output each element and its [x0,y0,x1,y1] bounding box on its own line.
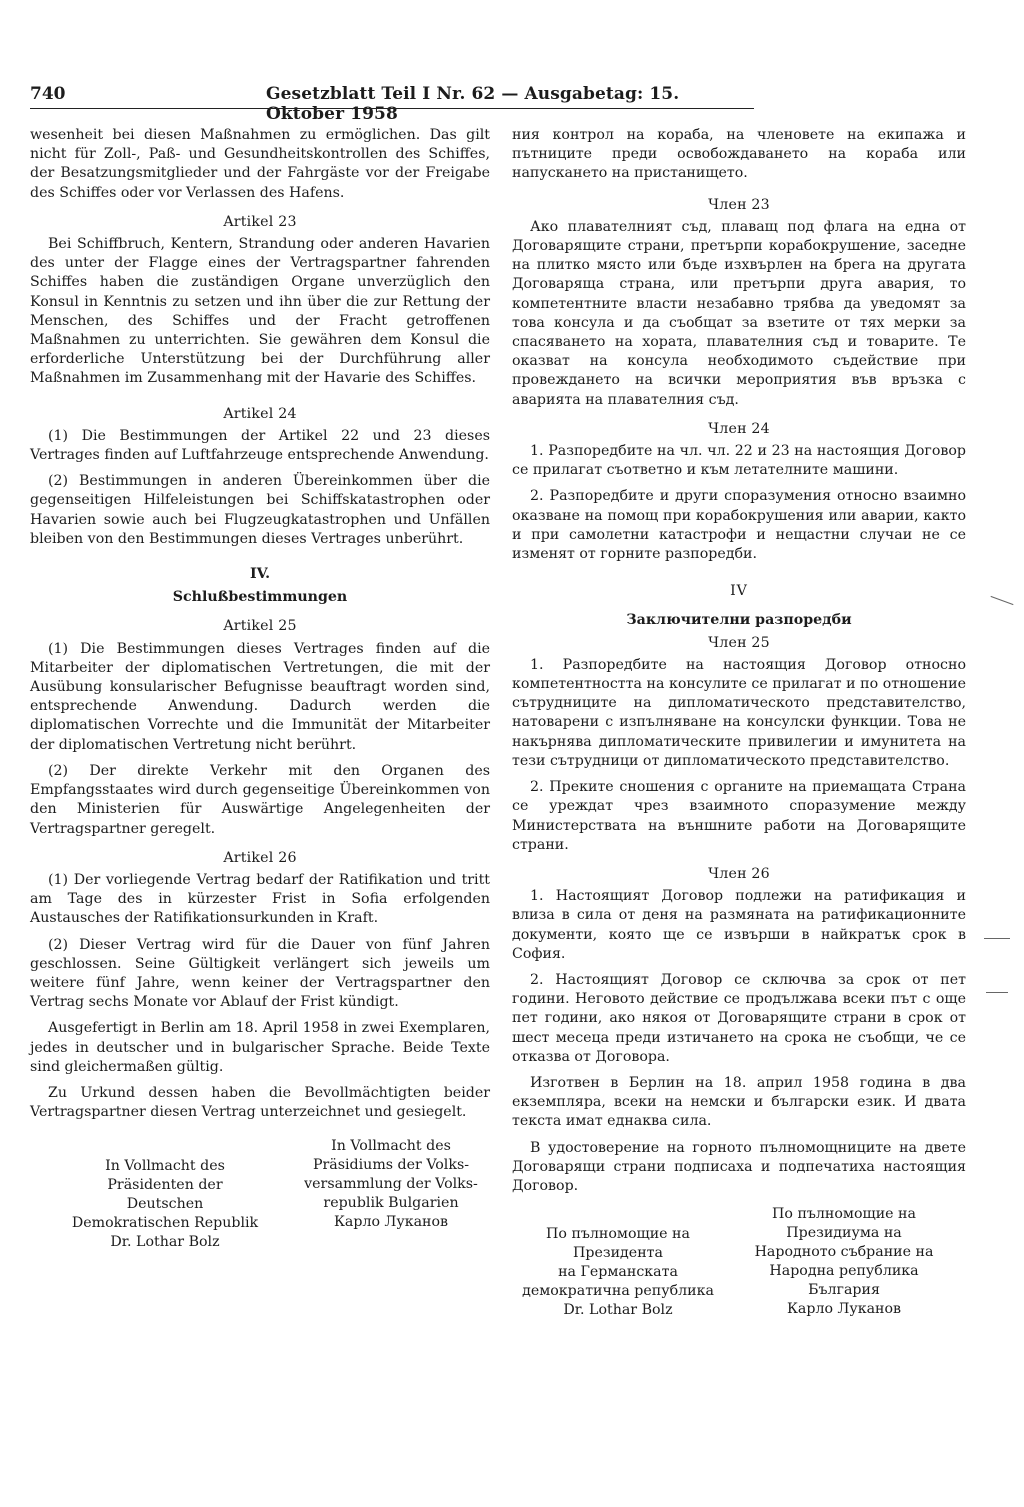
article-24-paragraph-2: 2. Разпоредбите и други споразумения относно взаимно оказване на помощ при корабокрушения или аварии, както и при самолетни катастрофи и нещастни случаи не се изменят от горните разпоредби. [512,488,966,563]
article-26-paragraph-2: 2. Настоящият Договор се сключва за срок от пет години. Неговото действие се продължава всеки път с още пет години, ако някоя от Договарящите страни в срок от шест месеца преди изтичането на срока не съобщи, че се отказва от Договора. [512,971,966,1065]
article-24-paragraph-1: 1. Разпоредбите на чл. чл. 22 и 23 на настоящия Договор се прилагат съответно и към летателните машини. [512,443,966,479]
signature-line: По пълномощие на [772,1206,916,1223]
signature-line: In Vollmacht des [331,1138,451,1155]
article-23-text: Bei Schiffbruch, Kentern, Strandung oder anderen Havarien des unter der Flagge eines der Vertragspartner fahrenden Schiffes haben die zuständigen Organe unverzüglich den Konsul in Kenntnis zu setzen und ihn über die zur Rettung der Menschen, des Schiffes und der Fracht getroffenen Maßnahmen zu unterrichten. Sie gewähren dem Konsul die erforderliche Unterstützung bei der Durchführung aller Maßnahmen im Zusammenhang mit der Havarie des Schiffes. [30,236,490,387]
signatory-name: Карло Луканов [333,1214,449,1231]
signature-line: Народното събрание на [754,1244,934,1261]
done-at-paragraph: Ausgefertigt in Berlin am 18. April 1958 in zwei Exemplaren, jedes in deutscher und in bulgarischer Sprache. Beide Texte sind gleichermaßen gültig. [30,1020,490,1075]
article-26-paragraph-1: 1. Настоящият Договор подлежи на ратификация и влиза в сила от деня на размяната на ратификационните документи, която ще се извърши в найкратък срок в София. [512,888,966,962]
article-25-paragraph-2: (2) Der direkte Verkehr mit den Organen des Empfangsstaates wird durch gegenseitige Übereinkommen von den Ministerien für Auswärtige Angelegenheiten der Vertragspartner geregelt. [30,762,490,837]
header-rule [30,108,754,109]
signature-line: демократична република [522,1283,714,1300]
article-25-paragraph-1: 1. Разпоредбите на настоящия Договор относно компетентността на консулите се прилагат и по отношение сътрудниците на дипломатическото представителство, натоварени с изпълняване на консулски функции. Това не накърнява дипломатическите привилегии и имунитета на тези сътрудници от дипломатическото представителство. [512,656,966,769]
article-26-paragraph-2: (2) Dieser Vertrag wird für die Dauer von fünf Jahren geschlossen. Seine Gültigkeit verlängert sich jeweils um weitere fünf Jahre, wenn keiner der Vertragspartner den Vertrag sechs Monate vor Ablauf der Frist kündigt. [30,936,490,1011]
signature-block [512,1203,966,1323]
signature-line: Demokratischen Republik [71,1215,259,1232]
signature-bulgarian-side [292,1137,490,1232]
article-24-heading: Artikel 24 [223,405,297,422]
signature-line: България [808,1282,880,1299]
paragraph-continued: wesenheit bei diesen Maßnahmen zu ermöglichen. Das gilt nicht für Zoll-, Paß- und Gesundheitskontrollen des Schiffes, der Besatzungsmitglieder und der Fahrgäste vor der Freigabe des Schiffes oder vor Verlassen des Hafens. [30,127,490,201]
signature-block [30,1129,490,1249]
signature-line: In Vollmacht des [105,1158,225,1175]
paragraph-continued: ния контрол на кораба, на членовете на екипажа и пътниците преди освобождаването на кораба или напускането на пристанището. [512,127,966,182]
witness-paragraph: В удостоверение на горното пълномощниците на двете Договарящи страни подписаха и подпечатиха настоящия Договор. [512,1139,966,1194]
article-26-heading: Член 26 [708,865,770,882]
signatory-name: Dr. Lothar Bolz [563,1302,673,1319]
signature-german-side [512,1225,724,1320]
article-25-heading: Artikel 25 [223,618,297,635]
header-title: Gesetzblatt Teil I Nr. 62 — Ausgabetag: 15. Oktober 1958 [266,84,680,124]
section-title: Schlußbestimmungen [172,589,348,606]
article-23-text: Ако плавателният съд, плаващ под флага на една от Договарящите страни, претърпи корабокрушение, заседне на плитко място или бъде изхвърлен на брега на другата Договаряща страна, или претърпи друга авария, то компетентните власти незабавно трябва да уведомят за това консула и да съобщат за взетите от тях мерки за спасяването на хората, плавателния съд и товарите. Те оказват на консула необходимото съдействие при провеждането на всички мероприятия във връзка с аварията на плавателния съд. [512,218,966,408]
article-25-paragraph-1: (1) Die Bestimmungen dieses Vertrages finden auf die Mitarbeiter der diplomatischen Vertretungen, die mit der Ausübung konsularischer Befugnisse beauftragt worden sind, entsprechende Anwendung. Dadurch werden die diplomatischen Vorrechte und die Immunität der Mitarbeiter der diplomatischen Vertretung nicht berührt. [30,640,490,753]
signature-line: По пълномощие на [546,1226,690,1243]
signature-line: Präsidenten der Deutschen [107,1177,223,1213]
signature-line: Президента [573,1245,663,1262]
article-26-heading: Artikel 26 [223,849,297,866]
page-header [30,80,754,124]
signature-line: Präsidiums der Volks- [312,1157,470,1174]
signature-german-side [70,1157,260,1252]
section-number: IV [730,583,748,600]
scan-mark [984,938,1010,939]
article-24-paragraph-2: (2) Bestimmungen in anderen Übereinkommen über die gegenseitigen Hilfeleistungen bei Schiffskatastrophen oder Havarien sowie auch bei Flugzeugkatastrophen und Unfällen bleiben von den Bestimmungen dieses Vertrages unberührt. [30,473,490,547]
signature-line: versammlung der Volks- [304,1176,478,1193]
signatory-name: Карло Луканов [786,1301,902,1318]
scan-mark [986,992,1008,993]
section-number: IV. [249,566,271,583]
article-25-paragraph-2: 2. Преките сношения с органите на приемащата Страна се уреждат чрез взаимното споразумение между Министерствата на външните работи на Договарящите страни. [512,779,966,853]
done-at-paragraph: Изготвен в Берлин на 18. април 1958 година в два екземпляра, всеки на немски и български език. И двата текста имат еднаква сила. [512,1074,966,1130]
article-24-heading: Член 24 [708,420,770,437]
bulgarian-column [512,126,966,1323]
german-column [30,126,490,1249]
article-24-paragraph-1: (1) Die Bestimmungen der Artikel 22 und 23 dieses Vertrages finden auf Luftfahrzeuge entsprechende Anwendung. [30,427,490,464]
signature-bulgarian-side [738,1205,950,1319]
witness-paragraph: Zu Urkund dessen haben die Bevollmächtigten beider Vertragspartner diesen Vertrag unterzeichnet und gesiegelt. [30,1084,490,1121]
signature-line: Президиума на [786,1225,902,1242]
article-25-heading: Член 25 [708,634,770,651]
page-number: 740 [30,84,66,104]
section-title: Заключителни разпоредби [626,612,852,629]
scan-mark [991,596,1014,605]
article-23-heading: Artikel 23 [223,213,297,230]
signatory-name: Dr. Lothar Bolz [110,1234,220,1251]
article-26-paragraph-1: (1) Der vorliegende Vertrag bedarf der Ratifikation und tritt am Tage des in kürzester Frist in Sofia erfolgenden Austausches der Ratifikationsurkunden in Kraft. [30,871,490,927]
signature-line: republik Bulgarien [323,1195,459,1212]
signature-line: Народна република [769,1263,919,1280]
signature-line: на Германската [558,1264,678,1281]
article-23-heading: Член 23 [708,196,770,213]
